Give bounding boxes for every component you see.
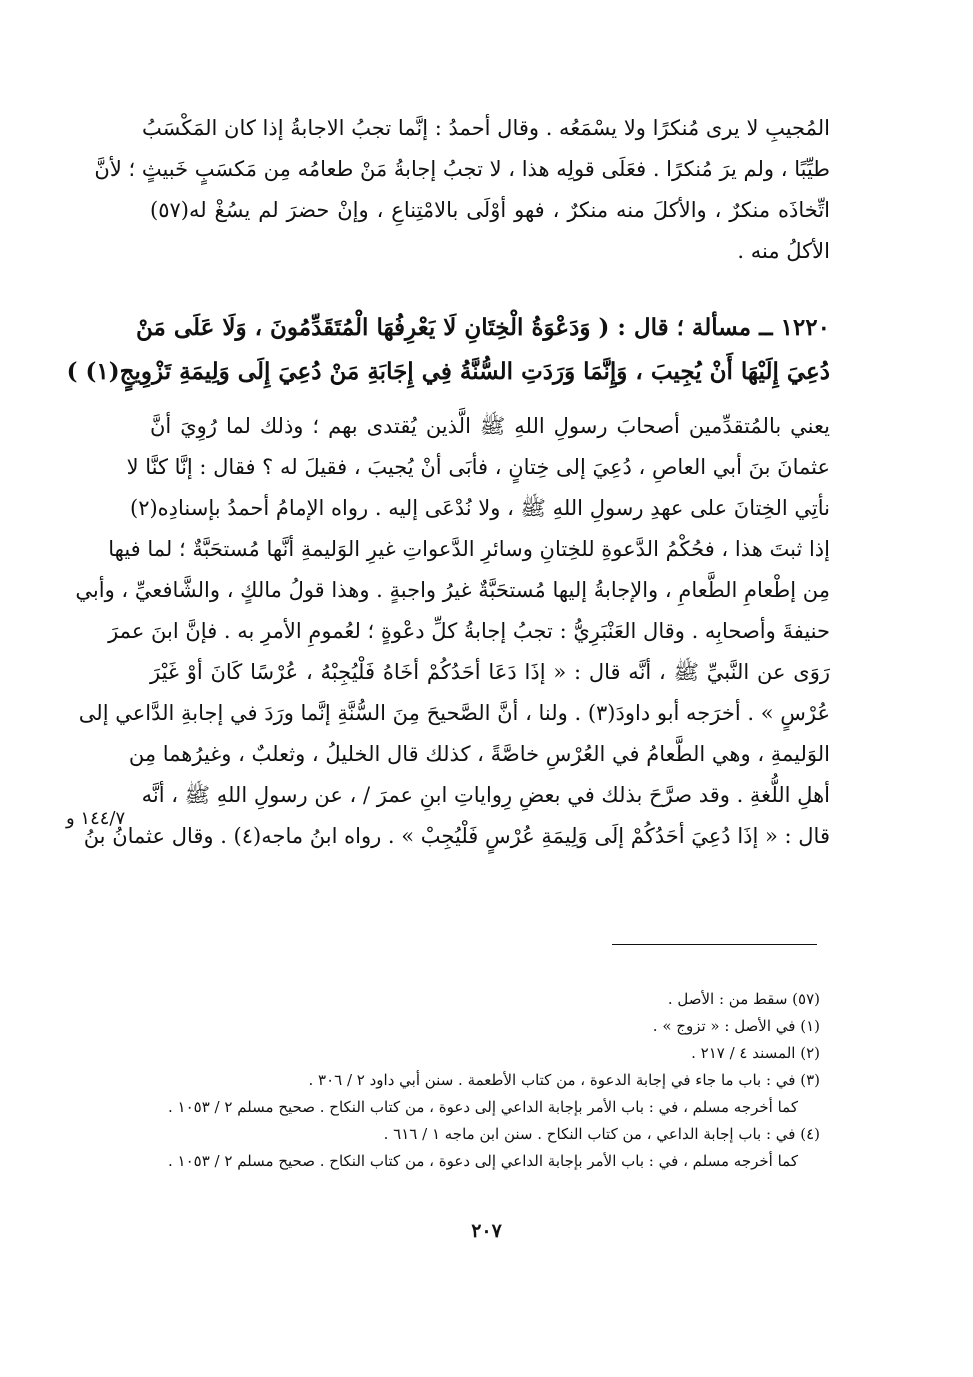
margin-folio-note: ١٤٤/٧ و bbox=[66, 808, 126, 829]
heading-line: دُعِيَ إِلَيْهَا أَنْ يُجِيبَ ، وَإِنَّمَا وَرَدَتِ السُّنَّةُ فِي إِجَابَةِ مَنْ دُعِيَ إِلَى وَلِيمَةِ تَزْوِيجٍ(١) ) bbox=[66, 358, 830, 385]
footnotes bbox=[140, 986, 820, 1175]
top-paragraph bbox=[94, 108, 830, 272]
footnote: (٥٧) سقط من : الأصل . bbox=[667, 990, 820, 1008]
footnote-continuation: كما أخرجه مسلم ، في : باب الأمر بإجابة الداعي إلى دعوة ، من كتاب النكاح . صحيح مسلم ٢ / ١٠٥٣ . bbox=[167, 1098, 798, 1116]
text-line: عثمانَ بنَ أبي العاصِ ، دُعِيَ إلى خِتانٍ ، فأبَى أنْ يُجيبَ ، فقيلَ له ؟ فقال : إنَّا كنَّا لا bbox=[126, 455, 830, 479]
footnote: (٤) في : باب إجابة الداعي ، من كتاب النكاح . سنن ابن ماجه ١ / ٦١٦ . bbox=[383, 1125, 820, 1143]
text-line: الوَليمةِ ، وهي الطَّعامُ في العُرْسِ خاصَّةً ، كذلك قال الخليلُ ، وثعلبٌ ، وغيرُهما مِن bbox=[128, 742, 830, 766]
footnote-separator bbox=[612, 944, 817, 945]
text-line: أهلِ اللُّغةِ . وقد صرَّحَ بذلك في بعضِ رِواياتِ ابنِ عمرَ / ، عن رسولِ اللهِ ﷺ ، أنَّه bbox=[141, 783, 830, 807]
masala-heading bbox=[66, 306, 830, 394]
text-line: عُرْسٍ » . أخرَجه أبو داودَ(٣) . ولنا ، أنَّ الصَّحيحَ مِنَ السُّنَّةِ إنَّما ورَدَ في إجابةِ الدَّاعي إلى bbox=[78, 701, 830, 725]
footnote-continuation: كما أخرجه مسلم ، في : باب الأمر بإجابة الداعي إلى دعوة ، من كتاب النكاح . صحيح مسلم ٢ / ١٠٥٣ . bbox=[167, 1152, 798, 1170]
footnote: (٢) المسند ٤ / ٢١٧ . bbox=[691, 1044, 820, 1062]
text-line: الأكلُ منه . bbox=[737, 239, 830, 263]
text-line: إذا ثبتَ هذا ، فحُكْمُ الدَّعوةِ للخِتانِ وسائرِ الدَّعواتِ غيرِ الوَليمةِ أنَّها مُستحَبَّةٌ ؛ لما فيها bbox=[108, 537, 830, 561]
text-line: اتِّخاذَه منكرٌ ، والأكلَ منه منكرٌ ، فهو أوْلَى بالامْتِناعِ ، وإنْ حضرَ لم يسُغْ له(٥٧) bbox=[150, 198, 830, 222]
text-line: مِن إطْعامِ الطَّعامِ ، والإجابةُ إليها مُستحَبَّةٌ غيرُ واجبةٍ . وهذا قولُ مالكٍ ، والشَّافعيِّ ، وأبي bbox=[75, 578, 830, 602]
text-line: حنيفةَ وأصحابِه . وقال العَنْبَرِيُّ : تجبُ إجابةُ كلِّ دعْوةٍ ؛ لعُمومِ الأمرِ به . فإنَّ ابنَ عمرَ bbox=[108, 619, 830, 643]
page-number: ٢٠٧ bbox=[471, 1220, 502, 1242]
text-line: المُجيبِ لا يرى مُنكرًا ولا يسْمَعُه . وقال أحمدُ : إنَّما تجبُ الاجابةُ إذا كان المَكْسَبُ bbox=[142, 116, 830, 140]
footnote: (١) في الأصل : « تزوج » . bbox=[652, 1017, 820, 1035]
footnote: (٣) في : باب ما جاء في إجابة الدعوة ، من كتاب الأطعمة . سنن أبي داود ٢ / ٣٠٦ . bbox=[308, 1071, 820, 1089]
text-line: طيِّبًا ، ولم يرَ مُنكرًا . فعَلَى قولِه هذا ، لا تجبُ إجابةُ مَنْ طعامُه مِن مَكسَبٍ خَبيثٍ ؛ لأنَّ bbox=[94, 157, 830, 181]
text-line: نأتِي الخِتانَ على عهدِ رسولِ اللهِ ﷺ ، ولا نُدْعَى إليه . رواه الإمامُ أحمدُ بإسنادِه(٢) bbox=[129, 496, 830, 520]
text-line: رَوَى عن النَّبيِّ ﷺ ، أنَّه قال : « إذَا دَعَا أحَدُكُمْ أخَاهُ فَلْيُجِبْهُ ، عُرْسًا كَانَ أوْ غَيْرَ bbox=[150, 660, 830, 684]
text-line: قال : « إذَا دُعِيَ أحَدُكُمْ إلَى وَلِيمَةِ عُرْسٍ فَلْيُجِبْ » . رواه ابنُ ماجه(٤) . وقال عثمانُ بنُ bbox=[83, 824, 830, 848]
text-line: يعني بالمُتقدِّمين أصحابَ رسولِ اللهِ ﷺ الَّذين يُقتدى بهم ؛ وذلك لما رُوِيَ أنَّ bbox=[150, 414, 830, 438]
heading-line: ١٢٢٠ ــ مسألة ؛ قال : ( وَدَعْوَةُ الْخِتَانِ لَا يَعْرِفُهَا الْمُتَقَدِّمُونَ ، وَلَا عَلَى مَنْ bbox=[135, 314, 830, 341]
